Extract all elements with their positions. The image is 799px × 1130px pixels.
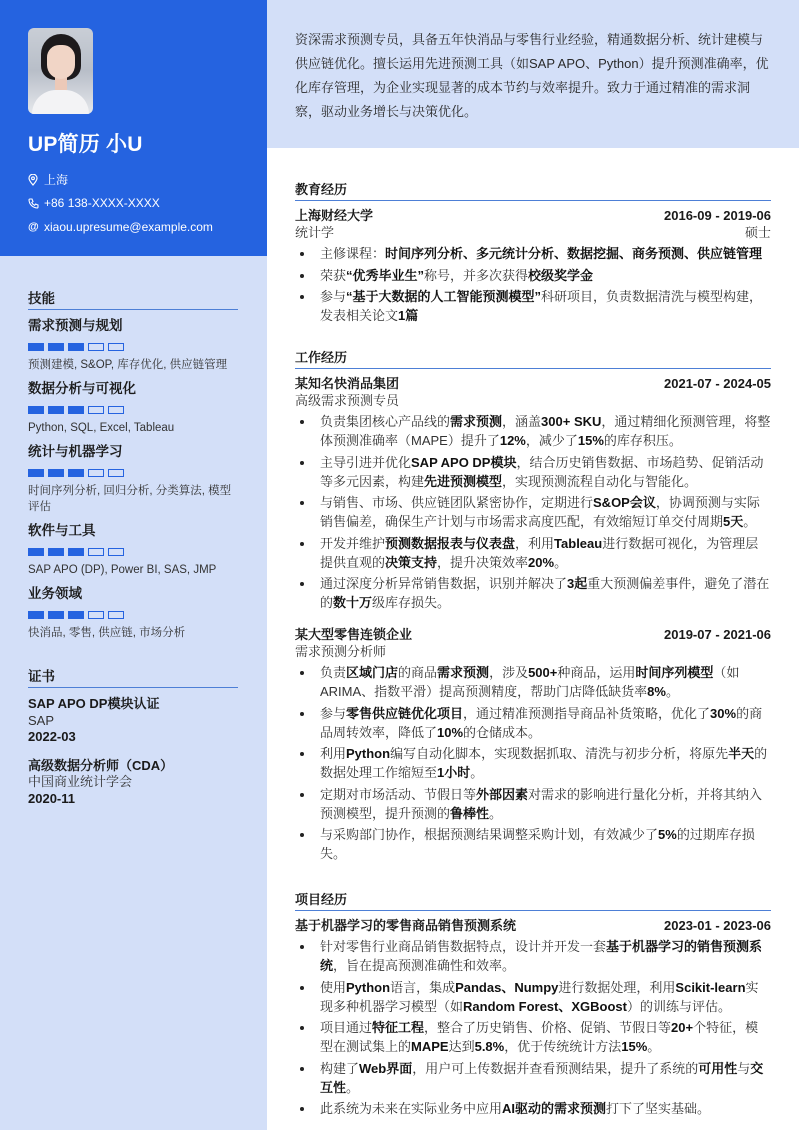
project-entry	[295, 917, 771, 1118]
skill-description: 时间序列分析, 回归分析, 分类算法, 模型评估	[28, 485, 232, 513]
education-entry	[295, 207, 771, 325]
avatar	[28, 28, 93, 114]
date-range: 2021-07 - 2024-05	[664, 376, 771, 391]
date-range: 2019-07 - 2021-06	[664, 627, 771, 642]
level-empty	[88, 611, 104, 619]
level-filled	[28, 406, 44, 414]
level-filled	[68, 406, 84, 414]
bullet-text: ，通过精准预测指导商品补货策略，优化了	[463, 705, 711, 721]
location-text: 上海	[44, 173, 69, 188]
bullet-text: 。	[665, 684, 679, 699]
highlight-text: 区域门店	[346, 665, 399, 680]
certificate-item	[28, 696, 239, 746]
highlight-text: Python	[346, 979, 391, 995]
bullet-text: 与采购部门协作，根据预测结果调整采购计划，有效减少了	[320, 827, 659, 842]
bullet-item	[295, 453, 771, 491]
highlight-text: 鲁棒性	[450, 805, 490, 821]
skill-level-bar	[28, 469, 239, 477]
email-link[interactable]: xiaou.upresume@example.com	[44, 219, 213, 234]
phone-text: +86 138-XXXX-XXXX	[44, 196, 160, 211]
bullet-item	[295, 978, 771, 1016]
highlight-text: 12%	[499, 433, 526, 448]
highlight-text: 30%	[710, 705, 737, 721]
highlight-text: 5%	[658, 827, 677, 842]
highlight-text: 5.8%	[474, 1039, 505, 1054]
highlight-text: 预测数据报表与仪表盘	[385, 535, 516, 551]
highlight-text: 时间序列模型	[635, 665, 714, 680]
level-empty	[88, 343, 104, 351]
bullet-text: 利用	[320, 746, 347, 761]
bullet-text: 种商品，运用	[557, 665, 636, 680]
highlight-text: Random Forest、XGBoost	[463, 998, 627, 1014]
job-title: 高级需求预测专员	[295, 393, 400, 408]
major: 统计学	[295, 225, 335, 240]
bullet-text: 主修课程：	[320, 246, 386, 261]
highlight-text: 校级奖学金	[528, 267, 594, 283]
bullet-text: ，涵盖	[502, 414, 542, 429]
bullet-item	[295, 1059, 771, 1097]
highlight-text: 数十万	[333, 595, 373, 610]
date-range: 2016-09 - 2019-06	[664, 208, 771, 223]
bullet-text: ，优于传统统计方法	[504, 1039, 622, 1054]
bullet-item	[295, 1099, 771, 1118]
highlight-text: 需求预测	[437, 665, 490, 680]
level-filled	[68, 611, 84, 619]
contact-phone	[28, 192, 239, 216]
bullet-text: ，涉及	[489, 665, 529, 680]
highlight-text: 3起	[567, 576, 588, 591]
skill-name: 需求预测与规划	[28, 318, 123, 333]
skill-level-bar	[28, 611, 239, 619]
highlight-text: Tableau	[554, 535, 603, 551]
candidate-name: UP简历 小U	[28, 133, 143, 156]
projects-section	[295, 889, 771, 1118]
bullet-item	[295, 574, 771, 612]
level-filled	[48, 469, 64, 477]
degree: 硕士	[744, 225, 771, 240]
highlight-text: 20%	[528, 554, 555, 570]
highlight-text: 8%	[647, 684, 666, 699]
bullet-list	[295, 244, 771, 325]
level-filled	[48, 343, 64, 351]
skill-name: 软件与工具	[28, 523, 96, 538]
level-empty	[88, 469, 104, 477]
highlight-text: 1小时	[437, 765, 471, 780]
bullet-text: 主导引进并优化	[320, 454, 412, 470]
bullet-text: 重大预测偏差事件，避免了潜在的	[320, 576, 770, 610]
highlight-text: Python	[346, 746, 391, 761]
bullet-text: 的数据处理工作缩短至	[320, 746, 768, 780]
entry-header	[295, 626, 771, 643]
bullet-text: 的仓储成本。	[463, 724, 542, 740]
highlight-text: 1篇	[398, 308, 419, 323]
bullet-text: 通过深度分析异常销售数据，识别并解决了	[320, 576, 568, 591]
certificate-issuer: SAP	[28, 712, 55, 728]
skill-name: 业务领域	[28, 586, 82, 601]
bullet-text: 与销售、市场、供应链团队紧密协作，定期进行	[320, 495, 594, 510]
bullet-text: 与	[737, 1060, 751, 1076]
bullet-text: 称号，并多次获得	[424, 267, 529, 283]
school-name: 上海财经大学	[295, 208, 374, 223]
skill-level-bar	[28, 406, 239, 414]
bullet-list	[295, 412, 771, 612]
bullet-item	[295, 412, 771, 450]
highlight-text: 20+	[671, 1020, 694, 1035]
skill-description: Python, SQL, Excel, Tableau	[28, 422, 175, 434]
level-filled	[48, 406, 64, 414]
level-empty	[88, 548, 104, 556]
bullet-text: 。	[743, 514, 757, 529]
bullet-text: ，旨在提高预测准确性和效率。	[333, 958, 516, 973]
level-filled	[28, 343, 44, 351]
work-entry	[295, 375, 771, 612]
certificate-item	[28, 758, 239, 808]
certificate-date: 2020-11	[28, 790, 75, 806]
summary: 资深需求预测专员，具备五年快消品与零售行业经验，精通数据分析、统计建模与供应链优化。擅长运用先进预测工具（如SAP APO、Python）提升预测准确率，优化库存管理，为企业实现显著的成本节约与效率提升。致力于通过精准的需求洞察，驱动业务增长与决策优化。	[267, 0, 799, 148]
level-empty	[108, 406, 124, 414]
highlight-text: 决策支持	[385, 554, 438, 570]
highlight-text: 5天	[723, 514, 744, 529]
skill-item	[28, 380, 239, 436]
level-filled	[28, 469, 44, 477]
highlight-text: 500+	[528, 665, 558, 680]
level-empty	[88, 406, 104, 414]
bullet-text: ，通过精细化预测管理，将整体预测准确率（MAPE）提升了	[320, 414, 771, 448]
highlight-text: 先进预测模型	[424, 473, 503, 489]
bullet-text: 的商品	[398, 665, 438, 680]
bullet-text: ，用户可上传数据并查看预测结果，提升了系统的	[412, 1060, 699, 1076]
highlight-text: Pandas、Numpy	[455, 979, 559, 995]
entry-header	[295, 207, 771, 224]
bullet-item	[295, 937, 771, 975]
bullet-text: ，减少了	[525, 433, 578, 448]
bullet-text: 编写自动化脚本，实现数据抓取、清洗与初步分析，将原先	[390, 746, 729, 761]
level-filled	[68, 343, 84, 351]
skills-section	[28, 287, 239, 641]
highlight-text: “基于大数据的人工智能预测模型”	[346, 289, 542, 304]
skill-name: 数据分析与可视化	[28, 381, 136, 396]
highlight-text: 需求预测	[450, 414, 503, 429]
entry-subheader	[295, 224, 771, 241]
bullet-text: ，整合了历史销售、价格、促销、节假日等	[424, 1020, 672, 1035]
level-filled	[68, 548, 84, 556]
section-title: 技能	[28, 287, 238, 310]
bullet-item	[295, 744, 771, 782]
skill-description: 预测建模, S&OP, 库存优化, 供应链管理	[28, 359, 228, 371]
contact-location	[28, 168, 239, 192]
section-title: 项目经历	[295, 889, 771, 911]
entry-subheader	[295, 392, 771, 409]
bullet-text: 的库存积压。	[603, 433, 682, 448]
section-title: 证书	[28, 665, 238, 688]
entry-header	[295, 375, 771, 392]
bullet-item	[295, 244, 771, 263]
level-empty	[108, 611, 124, 619]
bullet-text: 负责	[320, 665, 347, 680]
bullet-text: 。	[554, 554, 568, 570]
phone-icon	[28, 198, 44, 209]
level-empty	[108, 548, 124, 556]
level-filled	[28, 611, 44, 619]
bullet-text: 。	[489, 805, 503, 821]
skill-item	[28, 443, 239, 515]
skill-name: 统计与机器学习	[28, 444, 123, 459]
bullet-text: 负责集团核心产品线的	[320, 414, 451, 429]
highlight-text: Web界面	[359, 1060, 413, 1076]
skill-description: SAP APO (DP), Power BI, SAS, JMP	[28, 564, 217, 576]
certificate-date: 2022-03	[28, 729, 76, 744]
highlight-text: 半天	[728, 746, 755, 761]
bullet-text: 。	[470, 765, 484, 780]
job-title: 需求预测分析师	[295, 644, 387, 659]
bullet-text: ，协调预测与实际销售偏差，确保生产计划与市场需求高度匹配，有效缩短订单交付周期	[320, 495, 760, 529]
bullet-text: 的过期库存损失。	[320, 827, 755, 861]
bullet-text: 打下了坚实基础。	[606, 1101, 711, 1116]
skill-item	[28, 522, 239, 578]
entry-header	[295, 917, 771, 934]
certificate-name: 高级数据分析师（CDA）	[28, 757, 174, 773]
level-empty	[108, 343, 124, 351]
section-title: 教育经历	[295, 179, 771, 201]
bullet-text: 实现多种机器学习模型（如	[320, 979, 759, 1014]
bullet-list	[295, 663, 771, 863]
bullet-text: ，提升决策效率	[437, 554, 529, 570]
level-filled	[28, 548, 44, 556]
bullet-text: 。	[346, 1079, 360, 1095]
certificate-issuer: 中国商业统计学会	[28, 774, 133, 789]
date-range: 2023-01 - 2023-06	[664, 918, 771, 933]
profile-header	[0, 0, 267, 256]
bullet-text: 语言，集成	[390, 979, 456, 995]
bullet-text: 参与	[320, 705, 347, 721]
level-empty	[108, 469, 124, 477]
bullet-text: ，利用	[515, 535, 555, 551]
level-filled	[48, 611, 64, 619]
bullet-text: ，实现预测流程自动化与智能化。	[502, 473, 698, 489]
highlight-text: “优秀毕业生”	[346, 267, 425, 283]
bullet-item	[295, 287, 771, 325]
highlight-text: 交互性	[320, 1060, 764, 1095]
bullet-text: 达到	[448, 1039, 475, 1054]
contact-info	[28, 168, 239, 239]
skill-level-bar	[28, 343, 239, 351]
bullet-text: 构建了	[320, 1060, 360, 1076]
work-section	[295, 347, 771, 863]
bullet-text: 参与	[320, 289, 347, 304]
bullet-list	[295, 937, 771, 1118]
highlight-text: 零售供应链优化项目	[346, 705, 464, 721]
highlight-text: 可用性	[698, 1060, 738, 1076]
map-pin-icon	[28, 174, 44, 186]
bullet-text: 定期对市场活动、节假日等	[320, 786, 477, 802]
highlight-text: 15%	[577, 433, 604, 448]
at-icon: @	[28, 220, 39, 233]
certificate-name: SAP APO DP模块认证	[28, 696, 160, 711]
company-name: 某知名快消品集团	[295, 376, 400, 391]
section-title: 工作经历	[295, 347, 771, 369]
bullet-text: ，结合历史销售数据、市场趋势、促销活动等多元因素，构建	[320, 454, 764, 489]
highlight-text: Scikit-learn	[675, 979, 746, 995]
skill-description: 快消品, 零售, 供应链, 市场分析	[28, 627, 186, 639]
bullet-item	[295, 785, 771, 823]
bullet-item	[295, 704, 771, 742]
bullet-text: 个特征，模型在测试集上的	[320, 1020, 759, 1054]
bullet-text: 进行数据可视化，为管理层提供直观的	[320, 535, 759, 570]
bullet-text: 使用	[320, 979, 347, 995]
bullet-text: 针对零售行业商品销售数据特点，设计并开发一套	[320, 939, 607, 954]
main-content	[267, 148, 799, 1118]
bullet-item	[295, 663, 771, 701]
bullet-item	[295, 1018, 771, 1056]
entry-subheader	[295, 643, 771, 660]
highlight-text: 特征工程	[372, 1020, 425, 1035]
highlight-text: S&OP会议	[593, 495, 656, 510]
company-name: 某大型零售连锁企业	[295, 627, 413, 642]
bullet-text: 级库存损失。	[372, 595, 451, 610]
level-filled	[48, 548, 64, 556]
highlight-text: MAPE	[411, 1039, 449, 1054]
highlight-text: 基于机器学习的销售预测系统	[320, 939, 763, 973]
work-entry	[295, 626, 771, 863]
bullet-item	[295, 825, 771, 863]
bullet-text: （如ARIMA、指数平滑）提高预测精度，帮助门店降低缺货率	[320, 665, 740, 699]
bullet-item	[295, 266, 771, 285]
project-name: 基于机器学习的零售商品销售预测系统	[295, 918, 517, 933]
bullet-text: 此系统为未来在实际业务中应用	[320, 1101, 503, 1116]
bullet-text: ）的训练与评估。	[626, 998, 731, 1014]
bullet-text: 科研项目，负责数据清洗与模型构建，发表相关论文	[320, 289, 763, 323]
bullet-text: 进行数据处理，利用	[558, 979, 676, 995]
skill-item	[28, 585, 239, 641]
certificates-section	[28, 665, 239, 807]
bullet-text: 荣获	[320, 267, 347, 283]
highlight-text: SAP APO DP模块	[411, 454, 517, 470]
bullet-text: 的商品周转效率，降低了	[320, 705, 763, 740]
skill-item	[28, 317, 239, 373]
bullet-text: 对需求的影响进行量化分析，并将其纳入预测模型，提升预测的	[320, 786, 763, 821]
bullet-text: 项目通过	[320, 1020, 373, 1035]
education-section	[295, 179, 771, 325]
bullet-text: 开发并维护	[320, 535, 386, 551]
level-filled	[68, 469, 84, 477]
highlight-text: 10%	[437, 724, 464, 740]
contact-email	[28, 215, 239, 239]
skill-level-bar	[28, 548, 239, 556]
highlight-text: 15%	[621, 1039, 648, 1054]
highlight-text: 300+ SKU	[541, 414, 602, 429]
sidebar	[0, 0, 267, 1130]
bullet-item	[295, 534, 771, 572]
highlight-text: AI驱动的需求预测	[502, 1101, 607, 1116]
bullet-text: 。	[647, 1039, 661, 1054]
highlight-text: 外部因素	[476, 786, 529, 802]
highlight-text: 时间序列分析、多元统计分析、数据挖掘、商务预测、供应链管理	[385, 246, 763, 261]
bullet-item	[295, 493, 771, 531]
